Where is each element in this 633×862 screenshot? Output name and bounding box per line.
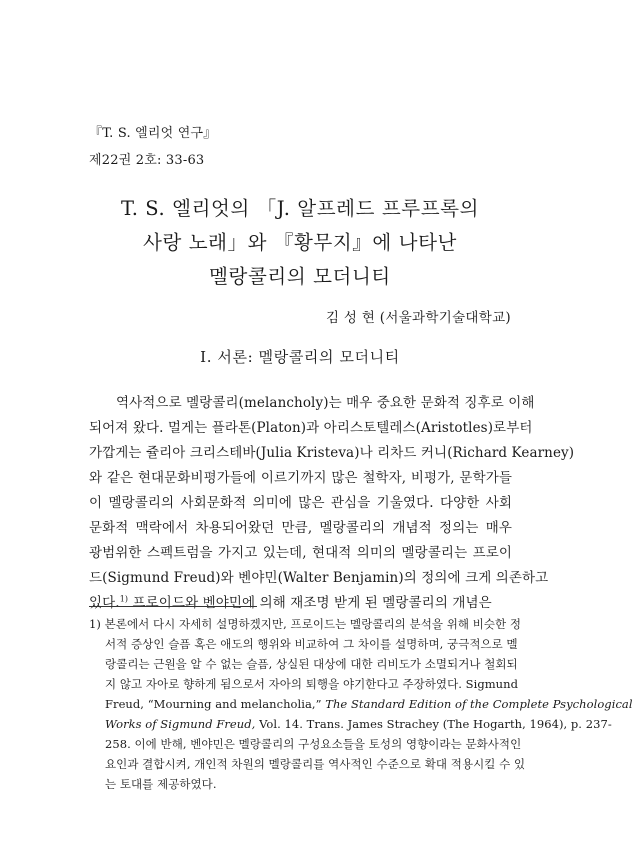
citation-book-title-cont: Works of Sigmund Freud, — [105, 717, 256, 731]
footnote-line — [105, 714, 612, 734]
body-line: 와 같은 현대문화비평가들에 이르기까지 많은 철학자, 비평가, 문학가들 — [89, 470, 512, 486]
body-line — [89, 591, 512, 616]
footnote-text: 본론에서 다시 자세히 설명하겠지만, 프로이드는 멜랑콜리의 분석을 위해 비슷한 정 — [104, 617, 522, 631]
body-line-end: 프로이드와 벤야민에 의해 재조명 받게 된 멜랑콜리의 개념은 — [132, 595, 492, 611]
footnote-line: 랑콜리는 근원을 알 수 없는 슬픔, 상실된 대상에 대한 리비도가 소멸되거나 철회되 — [105, 657, 518, 671]
author-affiliation: 김 성 현 (서울과학기술대학교) — [326, 310, 511, 326]
footnote-line: 지 않고 자아로 향하게 됨으로서 자아의 퇴행을 야기한다고 주장하였다. Sigmund — [105, 677, 519, 691]
footnote-marker: 1) — [89, 617, 101, 631]
footnote-line — [105, 694, 633, 714]
journal-name: 『T. S. 엘리엇 연구』 — [89, 126, 217, 141]
footnote-line: 258. 이에 반해, 벤야민은 멜랑콜리의 구성요소들을 토성의 영향이라는 문화사적인 — [105, 737, 522, 751]
body-line: 되어져 왔다. 멀게는 플라톤(Platon)과 아리스토텔레스(Aristotles)로부터 — [89, 420, 533, 436]
footnote-line: 요인과 결합시켜, 개인적 차원의 멜랑콜리를 역사적인 수준으로 확대 적용시킬 수 있 — [105, 757, 526, 771]
body-line: 역사적으로 멜랑콜리(melancholy)는 매우 중요한 문화적 징후로 이해 — [116, 395, 535, 411]
issue-info: 제22권 2호: 33-63 — [89, 153, 205, 168]
footnote-line: 는 토대를 제공하였다. — [105, 777, 217, 791]
title-line-3: 멜랑콜리의 모더니티 — [209, 265, 391, 288]
footnote-line — [89, 614, 522, 634]
title-line-1: T. S. 엘리엇의 「J. 알프레드 프루프록의 — [120, 197, 480, 220]
body-line: 이 멜랑콜리의 사회문화적 의미에 많은 관심을 기울였다. 다양한 사회 — [89, 495, 512, 511]
footnote-line: 서적 증상인 슬픔 혹은 애도의 행위와 비교하여 그 차이를 설명하며, 궁극적으로 멜 — [105, 637, 518, 651]
citation-book-title: The Standard Edition of the Complete Psychological — [325, 697, 633, 711]
section-heading: Ⅰ. 서론: 멜랑콜리의 모더니티 — [200, 348, 400, 366]
footnote-divider — [89, 606, 257, 607]
body-line-start: 있다. — [89, 595, 120, 611]
body-line: 드(Sigmund Freud)와 벤야민(Walter Benjamin)의 정의에 크게 의존하고 — [89, 570, 549, 586]
footnote-ref: 1) — [119, 594, 129, 604]
citation-article: Freud, “Mourning and melancholia,” — [105, 697, 322, 711]
body-line: 가깝게는 쥴리아 크리스테바(Julia Kristeva)나 리차드 커니(Richard Kearney) — [89, 445, 575, 461]
body-line: 문화적 맥락에서 차용되어왔던 만큼, 멜랑콜리의 개념적 정의는 매우 — [89, 520, 512, 536]
title-line-2: 사랑 노래」와 『황무지』에 나타난 — [143, 231, 457, 254]
citation-details: Vol. 14. Trans. James Strachey (The Hogarth, 1964), p. 237- — [259, 717, 612, 731]
body-line: 광범위한 스펙트럼을 가지고 있는데, 현대적 의미의 멜랑콜리는 프로이 — [89, 545, 512, 561]
